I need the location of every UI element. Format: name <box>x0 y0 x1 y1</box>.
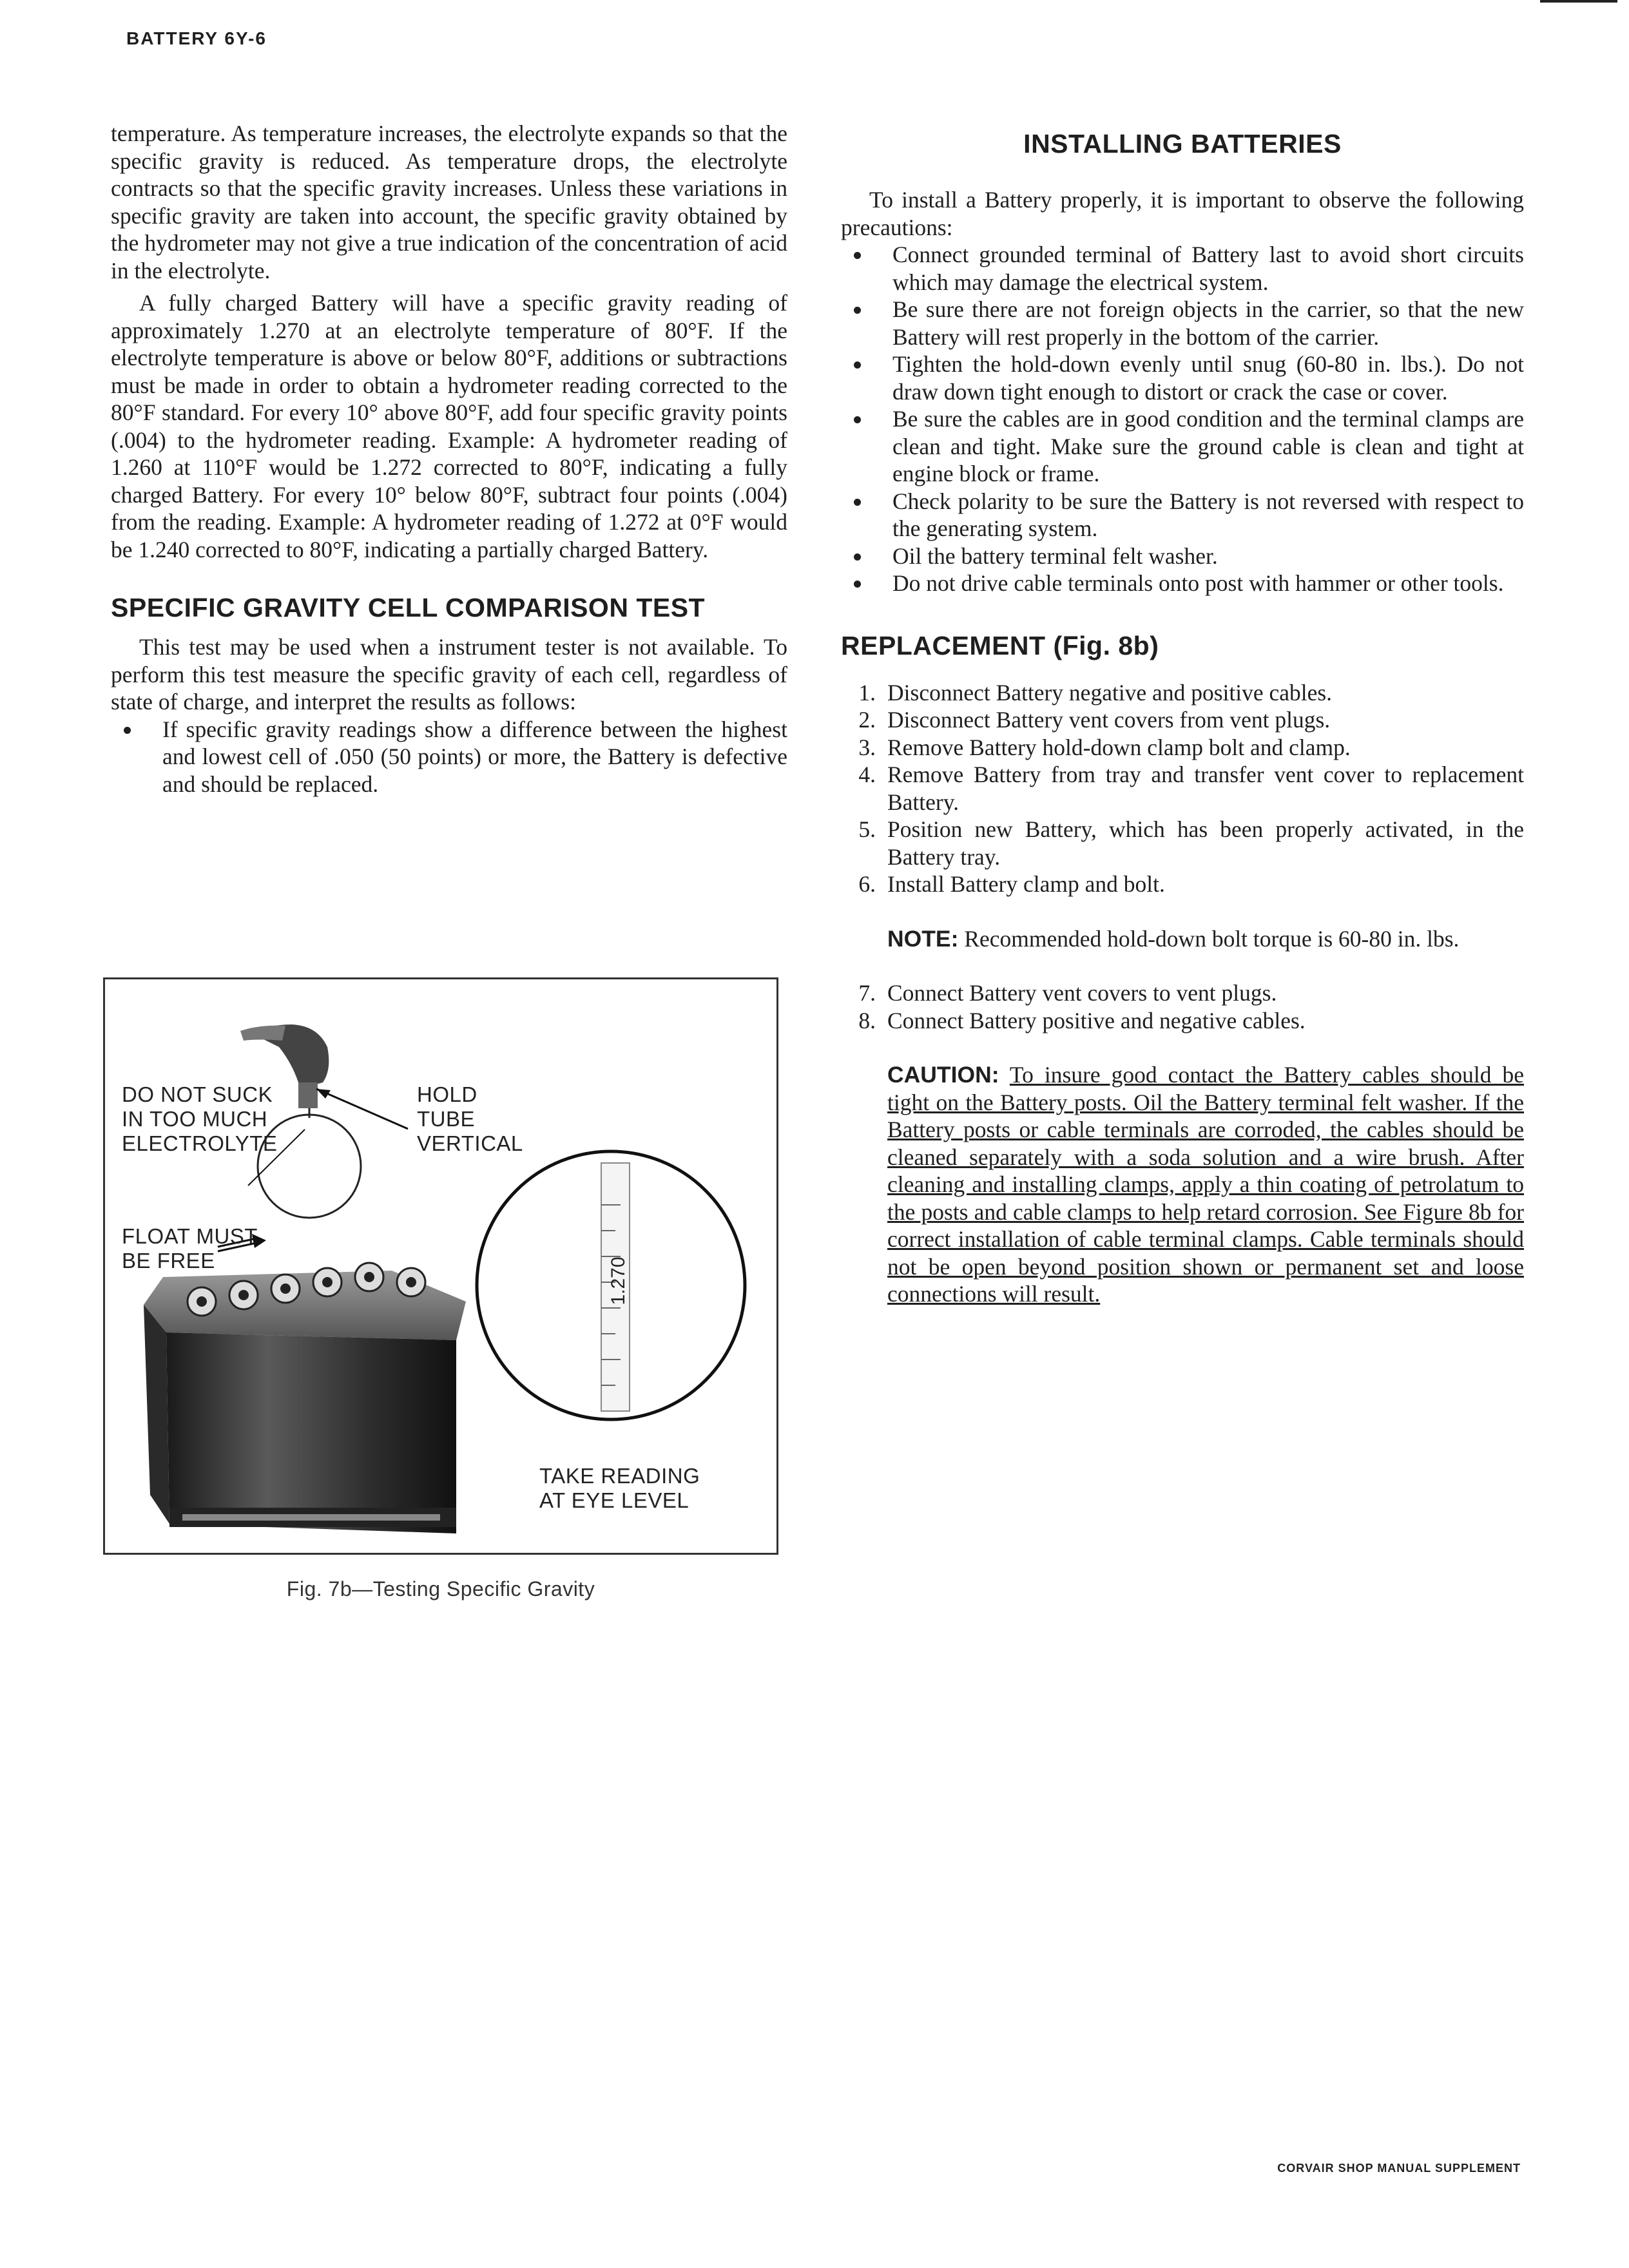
step-number: 4. <box>858 762 876 787</box>
replacement-step <box>841 761 1524 816</box>
replacement-step <box>841 870 1524 898</box>
precaution-item: Be sure the cables are in good condition and the terminal clamps are clean and tight. Make sure the ground cable is clean and tight at engine block or frame. <box>841 405 1524 488</box>
installing-batteries-heading: INSTALLING BATTERIES <box>1023 129 1342 159</box>
page-footer: CORVAIR SHOP MANUAL SUPPLEMENT <box>1277 2162 1521 2175</box>
step-number: 6. <box>858 871 876 897</box>
step-text: Connect Battery vent covers to vent plugs. <box>887 980 1277 1006</box>
step-text: Install Battery clamp and bolt. <box>887 871 1165 897</box>
battery-illustration <box>144 1263 466 1533</box>
replacement-heading: REPLACEMENT (Fig. 8b) <box>841 630 1159 660</box>
replacement-steps-list <box>841 679 1524 898</box>
replacement-steps-continued <box>841 979 1524 1034</box>
hold-tube-pointer <box>316 1089 408 1129</box>
installing-intro: To install a Battery properly, it is important to observe the following precautions: <box>841 187 1524 240</box>
float-must-be-free-label: FLOAT MUST BE FREE <box>122 1224 258 1273</box>
caution-text: To insure good contact the Battery cables should be tight on the Battery posts. Oil the Battery terminal felt washer. If the Battery posts or cable terminals are corroded, the cables should be cleaned separately with a soda solution and a wire brush. After cleaning and installing clamps, apply a thin coating of petrolatum to the posts and cable clamps to help retard corrosion. See Figure 8b for correct installation of cable terminal clamps. Cable terminals should not be open beyond position shown or permanent set and loose connections will result. <box>887 1062 1525 1307</box>
scale-reading-label: 1.270 <box>608 1256 629 1305</box>
reading-magnifier <box>477 1151 745 1419</box>
note-text: Recommended hold-down bolt torque is 60-80 in. lbs. <box>964 925 1460 952</box>
step-number: 8. <box>858 1007 876 1033</box>
step-text: Connect Battery positive and negative cables. <box>887 1007 1306 1033</box>
precaution-item: Connect grounded terminal of Battery last to avoid short circuits which may damage the electrical system. <box>841 241 1524 296</box>
step-text: Remove Battery hold-down clamp bolt and clamp. <box>887 734 1351 760</box>
caution-label: CAUTION: <box>887 1062 999 1088</box>
page-header: BATTERY 6Y-6 <box>126 28 267 48</box>
step-number: 2. <box>858 707 876 733</box>
hold-tube-vertical-label: HOLD TUBE VERTICAL <box>417 1082 523 1155</box>
figure-caption: Fig. 7b—Testing Specific Gravity <box>286 1577 595 1600</box>
replacement-step <box>841 679 1524 707</box>
cell-comparison-heading: SPECIFIC GRAVITY CELL COMPARISON TEST <box>111 593 706 622</box>
right-column <box>841 120 1524 1308</box>
torque-note <box>887 925 1524 953</box>
cell-comparison-bullets <box>111 716 787 798</box>
step-number: 7. <box>858 980 876 1006</box>
cell-comparison-paragraph: This test may be used when a instrument tester is not available. To perform this test measure the specific gravity of each cell, regardless of state of charge, and interpret the results as follows: <box>111 634 787 715</box>
step-text: Position new Battery, which has been properly activated, in the Battery tray. <box>887 816 1524 870</box>
do-not-suck-label: DO NOT SUCK IN TOO MUCH ELECTROLYTE <box>122 1082 278 1155</box>
bullet-item: If specific gravity readings show a difference between the highest and lowest cell of .050 (50 points) or more, the Battery is defective and should be replaced. <box>111 716 787 798</box>
step-number: 5. <box>858 816 876 842</box>
caution-block <box>887 1061 1524 1308</box>
replacement-step <box>841 816 1524 870</box>
note-label: NOTE: <box>887 925 959 952</box>
replacement-step <box>841 979 1524 1007</box>
take-reading-label: TAKE READING AT EYE LEVEL <box>539 1464 700 1512</box>
replacement-step <box>841 734 1524 762</box>
step-number: 1. <box>858 679 876 706</box>
step-text: Disconnect Battery negative and positive cables. <box>887 679 1333 706</box>
precaution-item: Tighten the hold-down evenly until snug (60-80 in. lbs.). Do not draw down tight enough to distort or crack the case or cover. <box>841 351 1524 405</box>
precaution-item: Do not drive cable terminals onto post with hammer or other tools. <box>841 570 1524 597</box>
step-text: Remove Battery from tray and transfer vent cover to replacement Battery. <box>887 762 1524 815</box>
replacement-step <box>841 706 1524 734</box>
top-corner-rule <box>1540 0 1617 3</box>
temperature-paragraph: temperature. As temperature increases, the electrolyte expands so that the specific gravity is reduced. As temperature drops, the electrolyte contracts so that the specific gravity increases. Unless these variations in specific gravity are taken into account, the specific gravity obtained by the hydrometer may not give a true indication of the concentration of acid in the electrolyte. <box>111 120 787 284</box>
hydrometer-figure <box>103 977 778 1555</box>
precaution-item: Check polarity to be sure the Battery is not reversed with respect to the generating system. <box>841 488 1524 543</box>
fully-charged-paragraph: A fully charged Battery will have a specific gravity reading of approximately 1.270 at an electrolyte temperature of 80°F. If the electrolyte temperature is above or below 80°F, additions or subtractions must be made in order to obtain a hydrometer reading corrected to the 80°F standard. For every 10° above 80°F, add four specific gravity points (.004) to the hydrometer reading. Example: A hydrometer reading of 1.260 at 110°F would be 1.272 corrected to 80°F, indicating a fully charged Battery. For every 10° below 80°F, subtract four points (.004) from the reading. Example: A hydrometer reading of 1.272 at 0°F would be 1.240 corrected to 80°F, indicating a partially charged Battery. <box>111 290 787 562</box>
precaution-item: Be sure there are not foreign objects in the carrier, so that the new Battery will rest properly in the bottom of the carrier. <box>841 296 1524 351</box>
replacement-step <box>841 1007 1524 1035</box>
step-number: 3. <box>858 734 876 760</box>
installing-precautions-list <box>841 241 1524 597</box>
precaution-item: Oil the battery terminal felt washer. <box>841 543 1524 570</box>
left-column <box>111 120 787 798</box>
step-text: Disconnect Battery vent covers from vent plugs. <box>887 707 1331 733</box>
